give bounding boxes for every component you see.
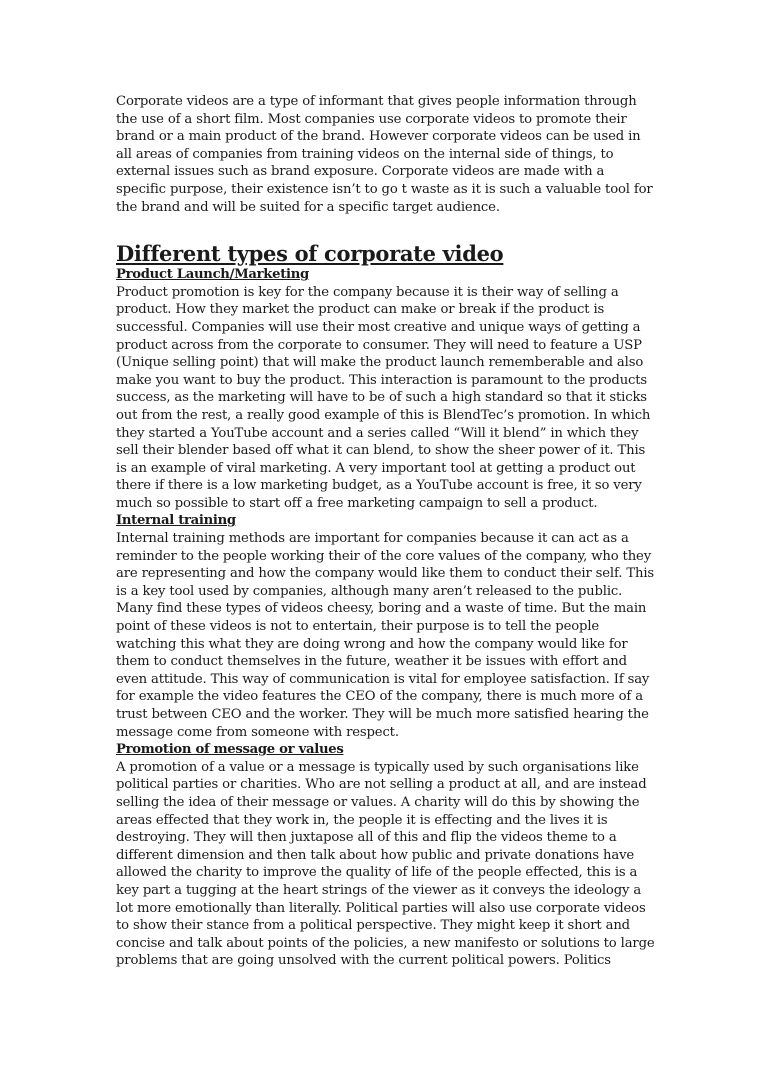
intro-paragraph: Corporate videos are a type of informant that gives people information through the use of a short film. Most companies use corporate videos to promote their brand or a main product of the brand. However corporate videos can be used in all areas of companies from training videos on the internal side of things, to external issues such as brand exposure. Corporate videos are made with a specific purpose, their existence isn’t to go t waste as it is such a valuable tool for the brand and will be suited for a specific target audience.: [116, 94, 653, 215]
paragraph-product-launch: Product promotion is key for the company because it is their way of selling a product. How they market the product can make or break if the product is successful. Companies will use their most creative and unique ways of getting a product across from the corporate to consumer. They will need to feature a USP (Unique selling point) that will make the product launch rememberable and also make you want to buy the product. This interaction is paramount to the products success, as the marketing will have to be of such a high standard so that it sticks out from the rest, a really good example of this is BlendTec’s promotion. In which they started a YouTube account and a series called “Will it blend” in which they sell their blender based off what it can blend, to show the sheer power of it. This is an example of viral marketing. A very important tool at getting a product out there if there is a low marketing budget, as a YouTube account is free, it so very much so possible to start off a free marketing campaign to sell a product.: [116, 284, 651, 511]
paragraph-internal-training: Internal training methods are important for companies because it can act as a reminder to the people working their of the core values of the company, who they are representing and how the company would like them to conduct their self. This is a key tool used by companies, although many aren’t released to the public. Many find these types of videos cheesy, boring and a waste of time. But the main point of these videos is not to entertain, their purpose is to tell the people watching this what they are doing wrong and how the company would like for them to conduct themselves in the future, weather it be issues with effort and even attitude. This way of communication is vital for employee satisfaction. If say for example the video features the CEO of the company, there is much more of a trust between CEO and the worker. They will be much more satisfied hearing the message come from someone with respect.: [116, 531, 655, 740]
subheading-product-launch: Product Launch/Marketing: [116, 267, 309, 283]
subheading-promotion-values: Promotion of message or values: [116, 742, 344, 758]
document-page: [116, 93, 656, 970]
paragraph-promotion-values: A promotion of a value or a message is typically used by such organisations like political parties or charities. Who are not selling a product at all, and are instead selling the idea of their message or values. A charity will do this by showing the areas effected that they work in, the people it is effecting and the lives it is destroying. They will then juxtapose all of this and flip the videos theme to a different dimension and then talk about how public and private donations have allowed the charity to improve the quality of life of the people effected, this is a key part a tugging at the heart strings of the viewer as it conveys the ideology a lot more emotionally than literally. Political parties will also use corporate videos to show their stance from a political perspective. They might keep it short and concise and talk about points of the policies, a new manifesto or solutions to large problems that are going unsolved with the current political powers. Politics: [116, 759, 655, 969]
section-heading: Different types of corporate video: [116, 241, 504, 267]
subheading-internal-training: Internal training: [116, 513, 236, 529]
